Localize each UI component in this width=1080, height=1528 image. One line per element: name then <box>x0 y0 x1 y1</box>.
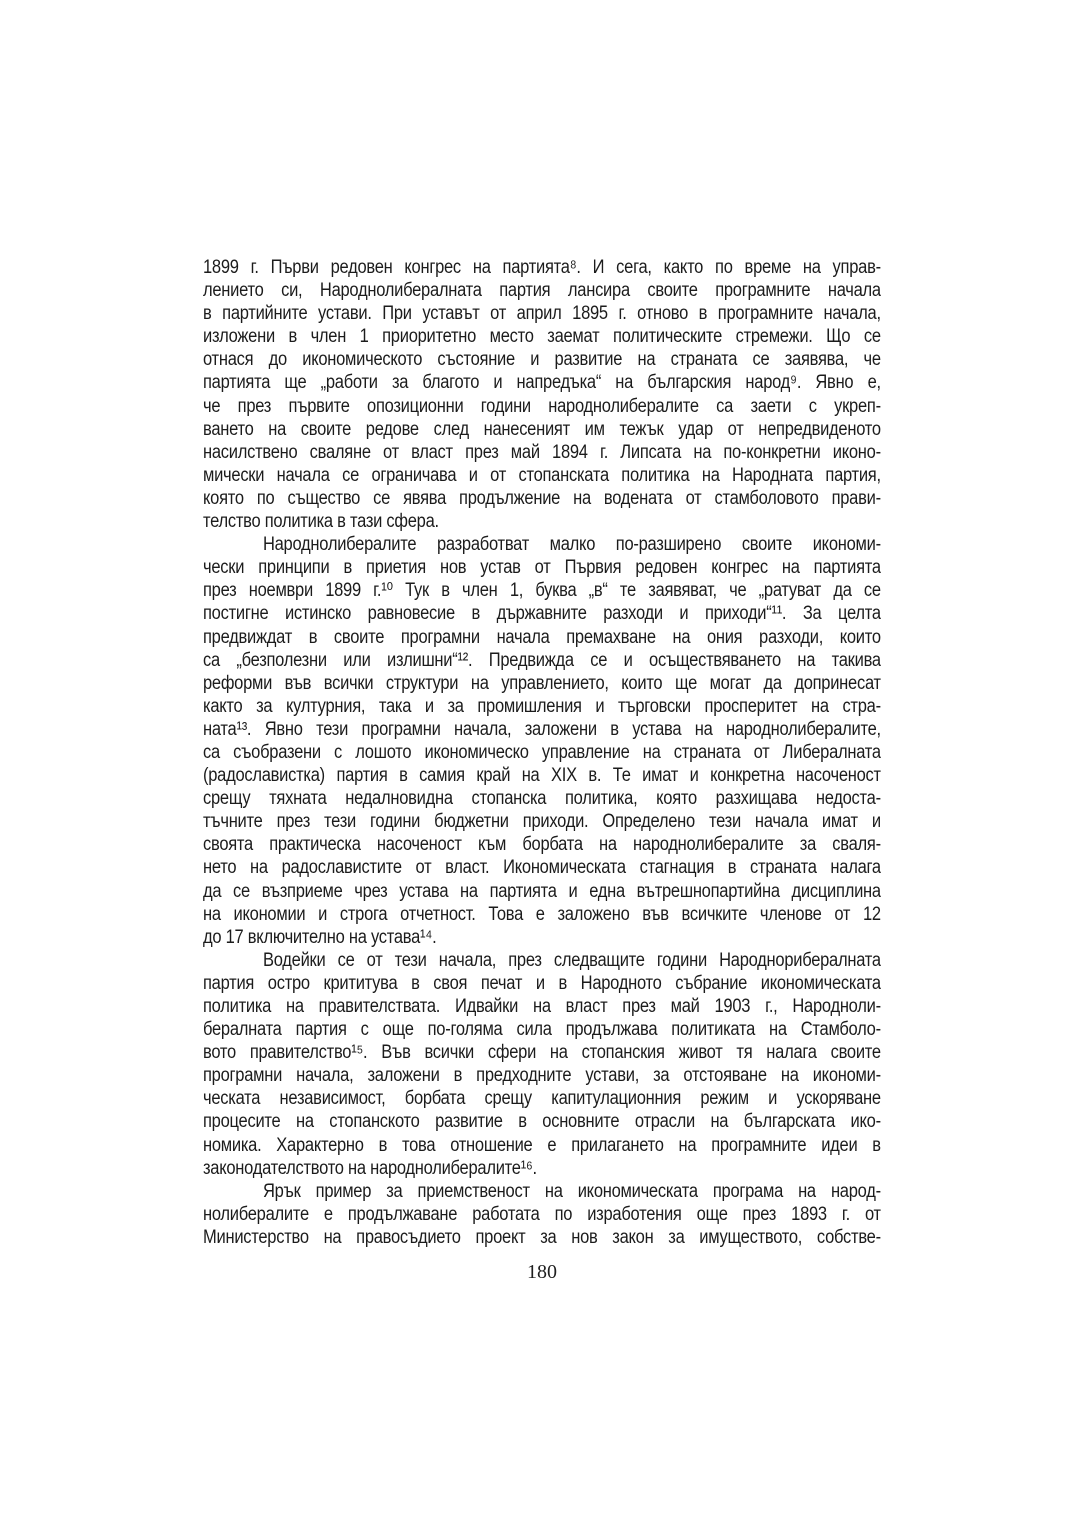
text-line: законодателството на народнолибералите¹⁶. <box>203 1157 537 1179</box>
text-line: насилствено сваляне от власт през май 1894 г. Липсата на по-конкретни иконо- <box>203 441 881 463</box>
text-line: телство политика в тази сфера. <box>203 511 439 533</box>
text-line: отнася до икономическото състояние и развитие на страната се заявява, че <box>203 349 881 371</box>
text-line: чески принципи в приетия нов устав от Първия редовен конгрес на партията <box>203 557 881 579</box>
paragraph-container <box>203 256 881 1249</box>
text-line: на икономии и строга отчетност. Това е заложено във всичките членове от 12 <box>203 903 881 925</box>
text-line: през ноември 1899 г.¹⁰ Тук в член 1, буква „в“ те заявяват, че „ратуват да се <box>203 580 881 602</box>
text-line: както за културния, така и за промишления и търговски просперитет на стра- <box>203 695 881 717</box>
text-line: партията ще „работи за благото и напредъка“ на българския народ⁹. Явно е, <box>203 372 881 394</box>
text-line: до 17 включително на устава¹⁴. <box>203 926 437 948</box>
text-line: своята практическа насоченост към борбата на народнолибералите за сваля- <box>203 834 881 856</box>
text-line: ната¹³. Явно тези програмни начала, заложени в устава на народнолибералите, <box>203 718 881 740</box>
text-line: Водейки се от тези начала, през следващите години Народнорибералната <box>262 949 881 971</box>
text-line: (радославистка) партия в самия край на XIX в. Те имат и конкретна насоченост <box>203 765 881 787</box>
text-line: са съобразени с лошото икономическо управление на страната от Либералната <box>203 741 881 763</box>
text-line: Ярък пример за приемственост на икономическата програма на народ- <box>262 1180 881 1202</box>
body-text-block <box>203 256 881 1249</box>
text-line: номика. Характерно в това отношение е прилагането на програмните идеи в <box>203 1134 881 1156</box>
text-line: ването на своите редове след нанесеният им тежък удар от непредвиденото <box>203 418 881 440</box>
page-number: 180 <box>527 1261 557 1283</box>
text-line: процесите на стопанското развитие в основните отрасли на българската ико- <box>203 1111 881 1133</box>
text-line: срещу тяхната недалновидна стопанска политика, която разхищава недоста- <box>203 788 881 810</box>
text-line: политика на правителствата. Идвайки на власт през май 1903 г., Народноли- <box>203 996 881 1017</box>
text-line: да се възприеме чрез устава на партията и една вътрешнопартийна дисциплина <box>203 880 881 902</box>
text-line: мически начала се ограничава и от стопанската политика на Народната партия, <box>203 464 881 486</box>
text-line: която по същество се явява продължение на водената от стамболовото прави- <box>203 487 881 509</box>
text-line: нето на радославистите от власт. Икономическата стагнация в страната налага <box>203 857 881 879</box>
text-line: реформи във всички структури на управлението, които ще могат да допринесат <box>203 672 881 694</box>
text-line: програмни начала, заложени в предходните устави, за отстояване на икономи- <box>203 1065 881 1087</box>
text-line: че през първите опозиционни години народнолибералите са заети с укреп- <box>203 395 881 417</box>
text-line: тъчните през тези години бюджетни приходи. Определено тези начала имат и <box>203 811 881 833</box>
text-line: предвиждат в своите програмни начала премахване на ония разходи, които <box>203 626 881 648</box>
text-line: Народнолибералите разработват малко по-разширено своите икономи- <box>262 534 881 556</box>
text-line: партия остро крититува в своя печат и в Народното събрание икономическата <box>203 972 881 994</box>
text-line: изложени в член 1 приоритетно место заемат политическите стремежи. Що се <box>203 326 881 348</box>
text-line: бералната партия с още по-голяма сила продължава политиката на Стамболо- <box>203 1019 881 1041</box>
text-line: вото правителство¹⁵. Във всички сфери на стопанския живот тя налага своите <box>203 1042 881 1064</box>
text-line: са „безполезни или излишни“¹². Предвижда се и осъществяването на такива <box>203 649 881 671</box>
text-line: Министерство на правосъдието проект за нов закон за имуществото, собстве- <box>203 1226 881 1248</box>
text-line: в партийните устави. При уставът от април 1895 г. отново в програмните начала, <box>203 303 881 325</box>
text-line: 1899 г. Първи редовен конгрес на партията⁸. И сега, както по време на управ- <box>203 257 881 278</box>
text-line: лението си, Народнолибералната партия лансира своите програмните начала <box>203 280 881 302</box>
text-line: ческата независимост, борбата срещу капитулационния режим и ускоряване <box>203 1088 881 1110</box>
text-line: постигне истинско равновесие в държавните разходи и приходи“¹¹. За целта <box>203 603 881 625</box>
text-line: нолибералите е продължаване работата по изработения още през 1893 г. от <box>203 1203 881 1225</box>
